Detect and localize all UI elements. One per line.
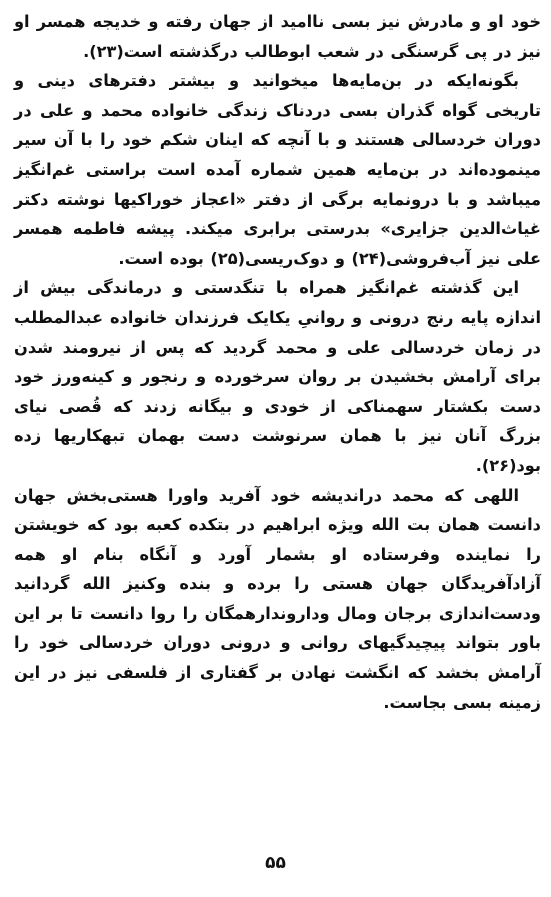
paragraph-3: این گذشته غم‌انگیز همراه با تنگدستی و درماندگی بیش از اندازه پایه رنج درونی و روانیِ یکایک فرزندان خانواده عبدالمطلب در زمان خردسالی علی و محمد گردید که پس از نیرومند شدن برای آرامش بخشیدن بر روان سرخورده و رنجور و کینه‌ورز خود دست بکشتار سهمناکی از خودی و بیگانه زدند که قُصی نیای بزرگ آنان نیز با همان سرنوشت دست بهمان تبهکاریها زده بود(۲۶).	[14, 278, 541, 475]
body-text	[14, 7, 541, 717]
page-number: ۵۵	[265, 853, 286, 873]
paragraph-2: بگونه‌ایکه در بن‌مایه‌ها میخوانید و بیشتر دفترهای دینی و تاریخی گواه گذران بسی دردناک زندگی خانواده محمد و علی در دوران خردسالی هستند و با آنچه که اینان شکم خود را با آن سیر مینموده‌اند در بن‌مایه همین شماره آمده است براستی غم‌انگیز میباشد و با درونمایه برگی از دفتر «اعجاز خوراکیها نوشته دکتر غیاث‌الدین جزایری» بدرستی برابری میکند. پیشه فاطمه همسر علی نیز آب‌فروشی(۲۴) و دوک‌ریسی(۲۵) بوده است.	[14, 71, 541, 268]
paragraph-1: خود او و مادرش نیز بسی ناامید از جهان رفته و خدیجه همسر او نیز در پی گرسنگی در شعب ابوطالب درگذشته است(۲۳).	[14, 12, 541, 61]
paragraph-4: اللهی که محمد دراندیشه خود آفرید واورا هستی‌بخش جهان دانست همان بت الله ویژه ابراهیم در بتکده کعبه بود که خویشتن را نماینده وفرستاده او بشمار آورد و آنگاه بنام او همه آزادآفریدگان جهان هستی را برده و بنده وکنیز الله گردانید ودست‌اندازی برجان ومال وداروندارهمگان را روا دانست تا بر این باور بتواند پیچیدگیهای روانی و درونی دوران خردسالی خود را آرامش بخشد که انگشت نهادن بر گفتاری از فلسفی نیز در این زمینه بسی بجاست.	[14, 485, 541, 712]
